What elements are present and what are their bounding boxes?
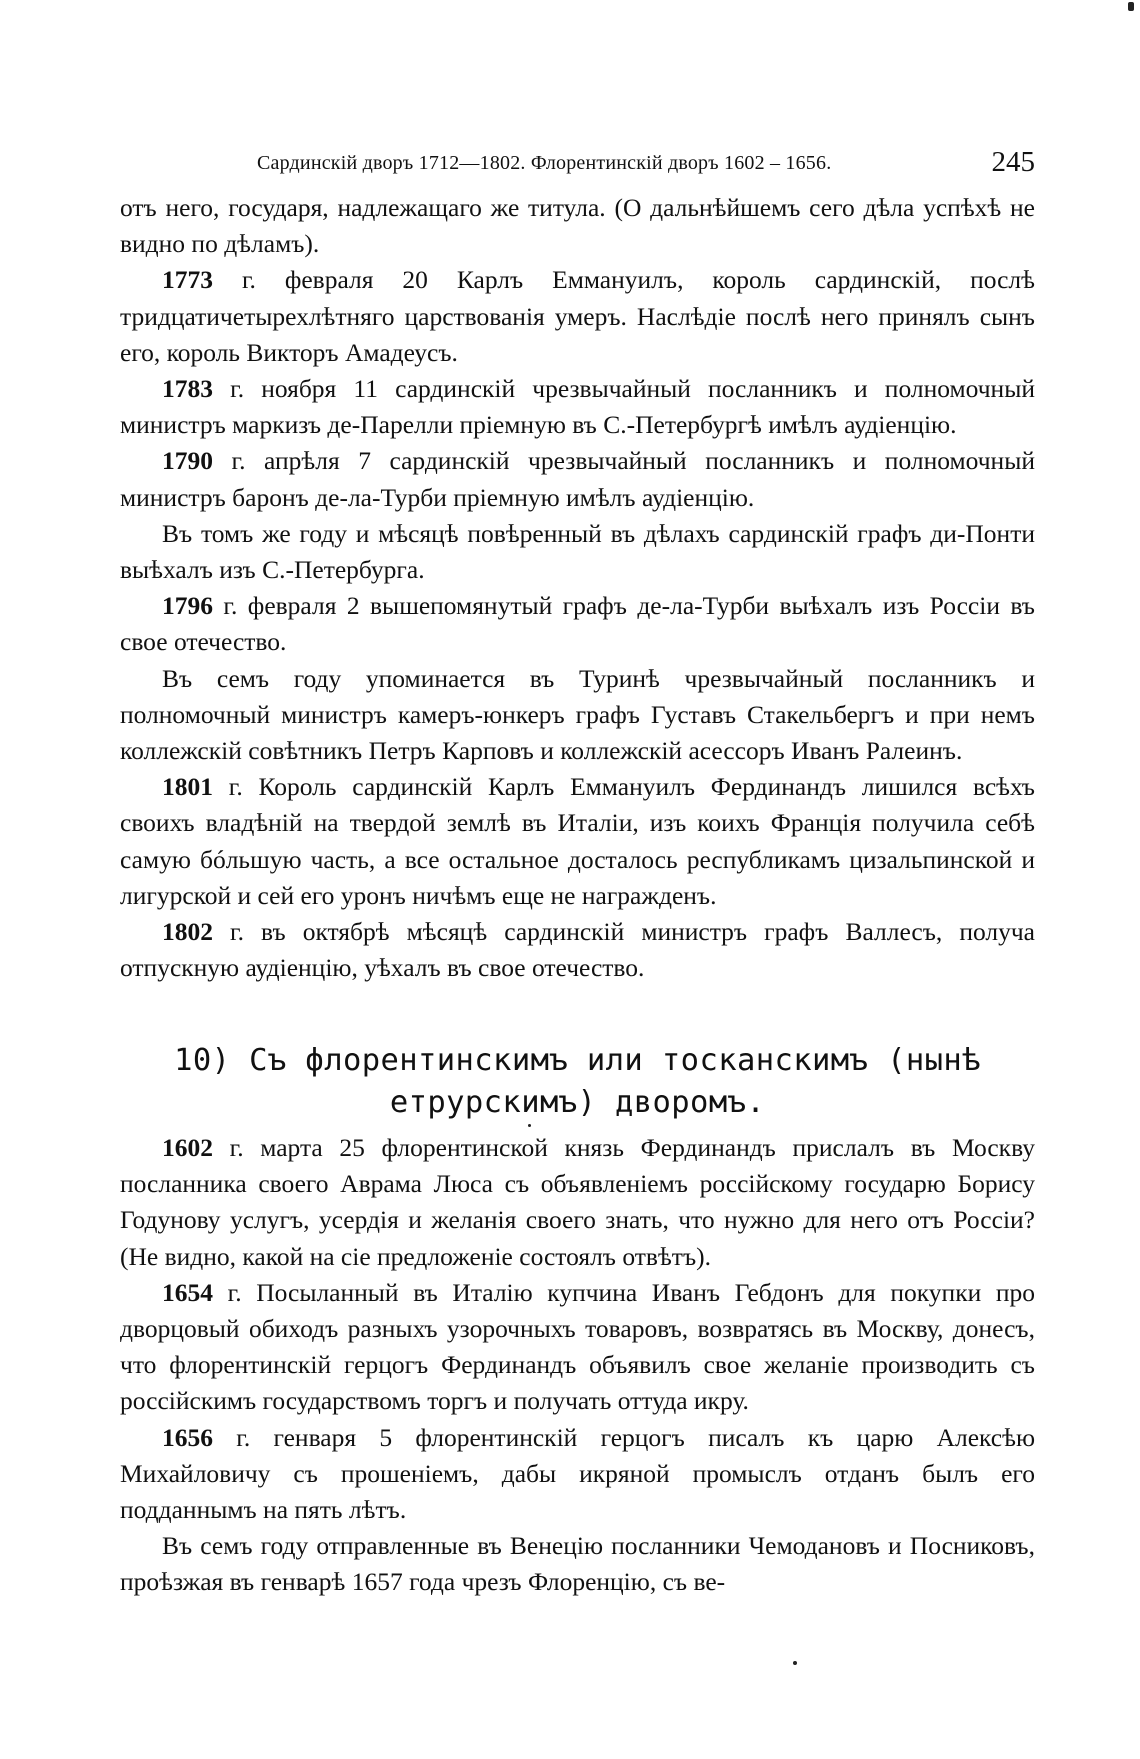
scan-speck [1128, 2, 1134, 11]
paragraph [120, 1275, 1035, 1420]
paragraph-text: Въ семъ году упоминается въ Туринѣ чрезвычайный посланникъ и полномочный министръ камеръ-юнкеръ графъ Густавъ Стакельбергъ и при немъ коллежскій совѣтникъ Петръ Карповъ и коллежскій асессоръ Иванъ Ралеинъ. [120, 663, 1035, 766]
running-title: Сардинскій дворъ 1712—1802. Флорентинскій дворъ 1602 – 1656. [257, 152, 832, 174]
paragraph-text: отъ него, государя, надлежащаго же титула. (О дальнѣйшемъ сего дѣла успѣхѣ не видно по дѣламъ). [120, 193, 1035, 259]
paragraph-text: г. Король сардинскій Карлъ Еммануилъ Фердинандъ лишился всѣхъ своихъ владѣній на твердой землѣ въ Италіи, изъ коихъ Франція получила себѣ самую бóльшую часть, а все остальное досталось республикамъ цизальпинской и лигурской и сей его уронъ ничѣмъ еще не награжденъ. [120, 772, 1035, 910]
paragraph-text: г. февраля 2 вышепомянутый графъ де-ла-Турби выѣхалъ изъ Россіи въ свое отечество. [120, 591, 1035, 657]
year-label: 1801 [162, 772, 213, 802]
paragraph [120, 443, 1035, 515]
section-heading-line-1: 10) Съ флорентинскимъ или тосканскимъ (нынѣ [174, 1043, 981, 1078]
paragraph [120, 516, 1035, 588]
year-label: 1656 [162, 1422, 213, 1452]
paragraph-text: Въ семъ году отправленные въ Венецію посланники Чемодановъ и Посниковъ, проѣзжая въ генварѣ 1657 года чрезъ Флоренцію, съ ве- [120, 1531, 1035, 1597]
paragraph-text: Въ томъ же году и мѣсяцѣ повѣренный въ дѣлахъ сардинскій графъ ди-Понти выѣхалъ изъ С.-Петербурга. [120, 518, 1035, 585]
year-label: 1802 [162, 917, 213, 947]
paragraph [120, 661, 1035, 770]
paragraph [120, 769, 1035, 914]
paragraph [120, 262, 1035, 371]
year-label: 1654 [162, 1277, 213, 1307]
page-number: 245 [991, 146, 1035, 178]
year-label: 1602 [162, 1133, 213, 1162]
paragraph [120, 1528, 1035, 1600]
paragraph [120, 371, 1035, 443]
paragraph [120, 1130, 1035, 1275]
year-label: 1790 [162, 446, 213, 476]
paragraph-text: г. ноября 11 сардинскій чрезвычайный посланникъ и полномочный министръ маркизъ де-Парелли пріемную въ С.-Петербургѣ имѣлъ аудіенцію. [120, 374, 1035, 440]
text-block-florentine-court [120, 1130, 1035, 1601]
paragraph-text: г. марта 25 флорентинской князь Фердинандъ прислалъ въ Москву посланника своего Аврама Люса съ объявленіемъ россійскому государю Борису Годунову услугъ, усердія и желанія своего знать, что нужно для него отъ Россіи? (Не видно, какой на сіе предложеніе состоялъ отвѣтъ). [120, 1133, 1035, 1271]
section-heading-line-2: етрурскимъ) дворомъ. [389, 1085, 766, 1120]
running-head [120, 148, 1035, 182]
scan-speck [793, 1661, 797, 1665]
year-label: 1796 [162, 591, 213, 621]
year-label: 1773 [162, 265, 213, 295]
paragraph [120, 914, 1035, 986]
paragraph [120, 190, 1035, 262]
scan-speck [528, 1124, 531, 1127]
paragraph-text: г. Посыланный въ Италію купчина Иванъ Гебдонъ для покупки про дворцовый обиходъ разныхъ узорочныхъ товаровъ, возвратясь въ Москву, донесъ, что флорентинскій герцогъ Фердинандъ объявилъ свое желаніе производить съ россійскимъ государствомъ торгъ и получать оттуда икру. [120, 1277, 1035, 1416]
paragraph-text: г. февраля 20 Карлъ Еммануилъ, король сардинскій, послѣ тридцатичетырехлѣтняго царствованія умеръ. Наслѣдіе послѣ него принялъ сынъ его, король Викторъ Амадеусъ. [120, 265, 1035, 367]
year-label: 1783 [162, 374, 213, 404]
section-heading [120, 1040, 1035, 1124]
text-block-sardinian-court [120, 190, 1035, 986]
paragraph-text: г. генваря 5 флорентинскій герцогъ писалъ къ царю Алексѣю Михайловичу съ прошеніемъ, дабы икряной промыслъ отданъ былъ его подданнымъ на пять лѣтъ. [120, 1422, 1035, 1525]
paragraph [120, 1420, 1035, 1529]
paragraph [120, 588, 1035, 660]
paragraph-text: г. въ октябрѣ мѣсяцѣ сардинскій министръ графъ Валлесъ, получа отпускную аудіенцію, уѣхалъ въ свое отечество. [120, 917, 1035, 983]
paragraph-text: г. апрѣля 7 сардинскій чрезвычайный посланникъ и полномочный министръ баронъ де-ла-Турби пріемную имѣлъ аудіенцію. [120, 446, 1035, 512]
